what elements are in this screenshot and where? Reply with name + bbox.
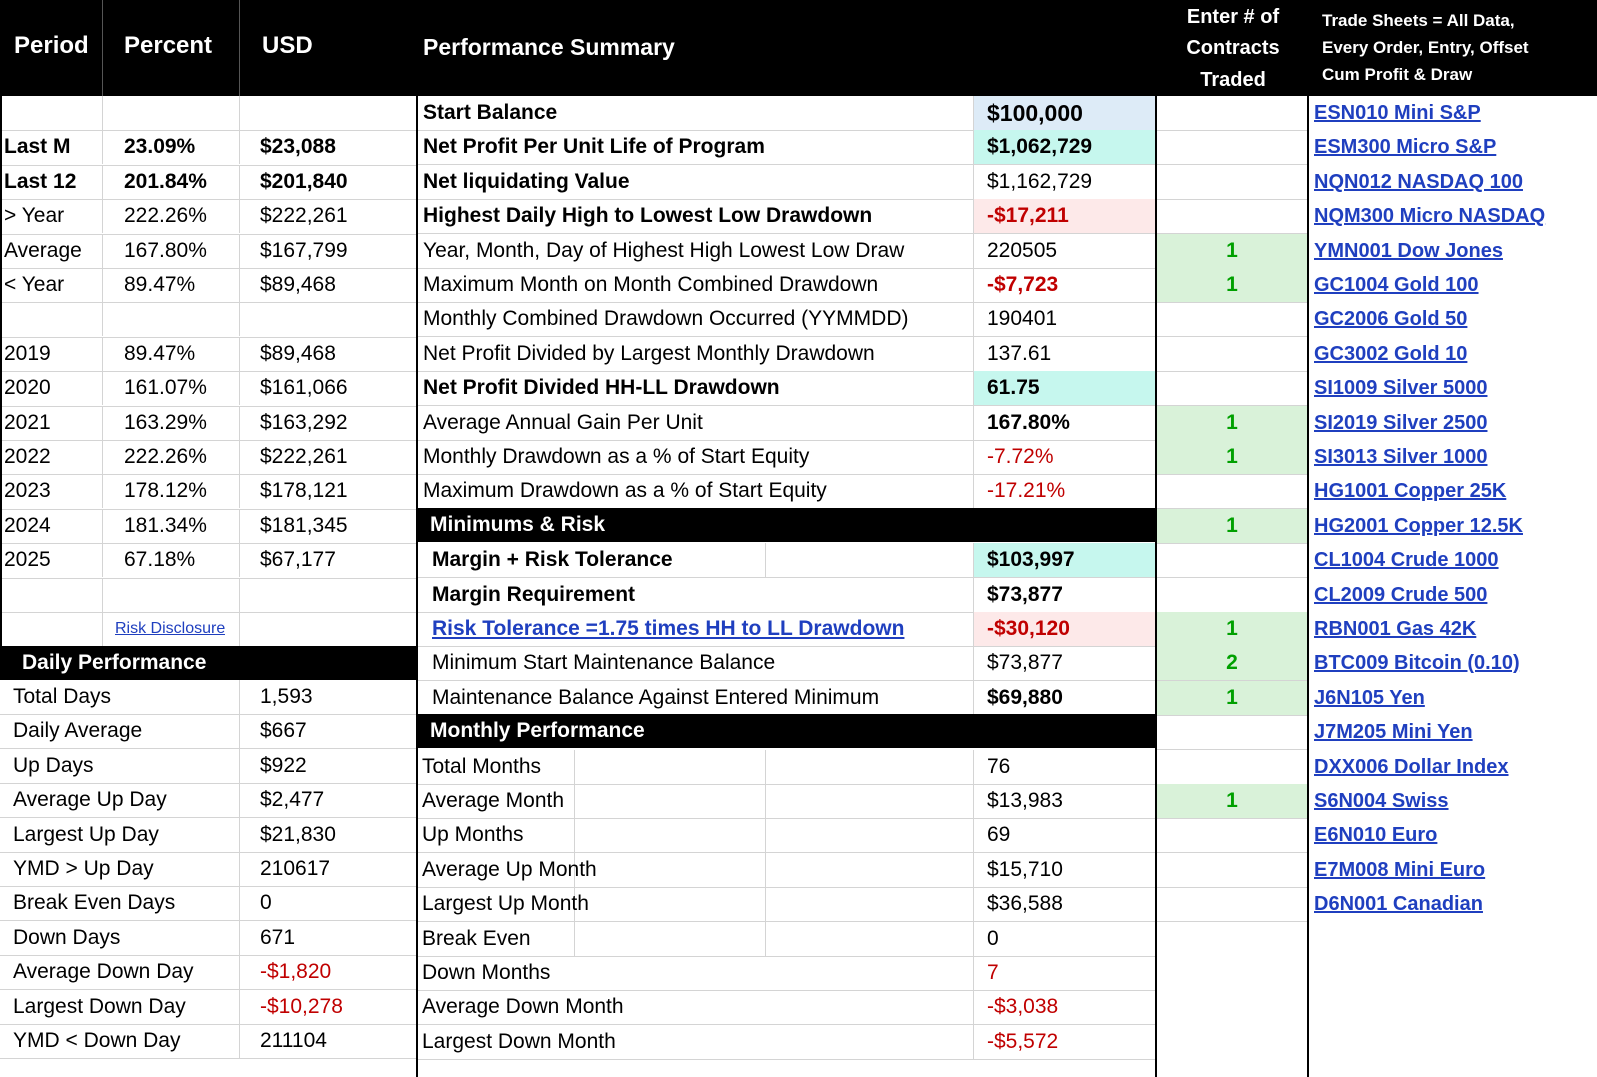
daily-label: Up Days — [13, 754, 94, 777]
period-percent: 163.29% — [124, 411, 207, 434]
row-divider — [0, 578, 416, 579]
contracts-input[interactable] — [1157, 165, 1307, 199]
cell-divider — [239, 474, 240, 508]
cell-divider — [239, 199, 240, 233]
cell-divider — [102, 337, 103, 371]
period-usd: $67,177 — [260, 548, 336, 571]
cell-divider — [973, 268, 974, 302]
period-usd: $201,840 — [260, 170, 348, 193]
daily-value: $2,477 — [260, 788, 325, 811]
cell-divider — [973, 1025, 974, 1059]
period-percent: 201.84% — [124, 170, 207, 193]
contracts-input[interactable]: 1 — [1226, 239, 1238, 262]
cell-divider — [973, 784, 974, 818]
trade-sheet-link[interactable]: NQN012 NASDAQ 100 — [1314, 171, 1523, 193]
cell-divider — [973, 853, 974, 887]
summary-label: Maintenance Balance Against Entered Minimum — [432, 686, 880, 709]
daily-value: -$1,820 — [260, 960, 332, 983]
trade-sheet-link[interactable]: ESM300 Micro S&P — [1314, 136, 1497, 158]
cell-divider — [102, 199, 103, 233]
period-label: 2025 — [4, 548, 51, 571]
cell-divider — [239, 234, 240, 268]
monthly-value: $36,588 — [987, 892, 1063, 915]
header-period: Period — [14, 32, 89, 59]
cell-divider — [239, 302, 240, 336]
cell-divider — [973, 922, 974, 956]
contracts-input[interactable] — [1157, 371, 1307, 405]
daily-value: 211104 — [260, 1029, 327, 1052]
contracts-input[interactable] — [1157, 887, 1307, 921]
cell-divider — [239, 612, 240, 646]
trade-sheet-link[interactable]: E6N010 Euro — [1314, 824, 1438, 846]
cell-divider — [973, 578, 974, 612]
daily-label: Largest Up Day — [13, 823, 159, 846]
summary-label: Net Profit Divided by Largest Monthly Drawdown — [423, 342, 875, 365]
cell-divider — [239, 268, 240, 302]
daily-label: Total Days — [13, 685, 112, 708]
trade-sheet-link[interactable]: SI3013 Silver 1000 — [1314, 446, 1488, 468]
header-usd: USD — [262, 32, 313, 59]
cell-divider — [239, 509, 240, 543]
period-label: Last 12 — [4, 170, 77, 193]
trade-sheet-link[interactable]: HG1001 Copper 25K — [1314, 480, 1507, 502]
period-label: 2024 — [4, 514, 51, 537]
period-label: Average — [4, 239, 82, 262]
summary-value: 137.61 — [987, 342, 1052, 365]
daily-value: 671 — [260, 926, 296, 949]
period-usd: $23,088 — [260, 135, 336, 158]
trade-sheet-link[interactable]: D6N001 Canadian — [1314, 893, 1483, 915]
summary-value: -17.21% — [987, 479, 1066, 502]
contracts-input[interactable] — [1157, 750, 1307, 784]
period-percent: 23.09% — [124, 135, 196, 158]
summary-label: Maximum Month on Month Combined Drawdown — [423, 273, 879, 296]
summary-value: $69,880 — [987, 686, 1063, 709]
cell-divider — [102, 440, 103, 474]
period-usd: $89,468 — [260, 342, 336, 365]
period-label: 2019 — [4, 342, 51, 365]
cell-divider — [973, 956, 974, 990]
cell-divider — [973, 302, 974, 336]
monthly-value: $13,983 — [987, 789, 1063, 812]
summary-label: Margin Requirement — [432, 583, 636, 606]
contracts-input[interactable]: 1 — [1226, 514, 1238, 537]
contracts-input[interactable] — [1157, 853, 1307, 887]
summary-value: 220505 — [987, 239, 1058, 262]
period-usd: $222,261 — [260, 445, 348, 468]
row-divider — [418, 1059, 1155, 1060]
summary-label: Year, Month, Day of Highest High Lowest Low Draw — [423, 239, 905, 262]
monthly-value: 76 — [987, 755, 1011, 778]
contracts-input[interactable] — [1157, 199, 1307, 233]
period-percent: 222.26% — [124, 204, 207, 227]
trade-sheet-link[interactable]: GC2006 Gold 50 — [1314, 308, 1468, 330]
trade-sheet-link[interactable]: CL1004 Crude 1000 — [1314, 549, 1499, 571]
header-trade-sheets-line1: Trade Sheets = All Data, — [1322, 11, 1515, 30]
cell-divider — [239, 337, 240, 371]
monthly-value: 7 — [987, 961, 999, 984]
summary-value: -$7,723 — [987, 273, 1059, 296]
summary-value: -$30,120 — [987, 617, 1070, 640]
cell-divider — [102, 612, 103, 646]
daily-label: Average Down Day — [13, 960, 194, 983]
summary-value: 61.75 — [987, 376, 1040, 399]
summary-value: $1,062,729 — [987, 135, 1093, 158]
trade-sheet-link[interactable]: ESN010 Mini S&P — [1314, 102, 1481, 124]
period-usd: $167,799 — [260, 239, 348, 262]
monthly-label: Average Down Month — [422, 995, 624, 1018]
cell-divider — [102, 234, 103, 268]
period-label: < Year — [4, 273, 65, 296]
contracts-input[interactable]: 1 — [1226, 789, 1238, 812]
header-contracts-line1: Enter # of — [1186, 6, 1280, 28]
trade-sheet-link[interactable]: YMN001 Dow Jones — [1314, 240, 1503, 262]
summary-value: $1,162,729 — [987, 170, 1093, 193]
cell-divider — [102, 165, 103, 199]
cell-divider — [973, 681, 974, 715]
cell-divider — [102, 543, 103, 577]
cell-divider — [239, 714, 240, 748]
daily-value: $922 — [260, 754, 307, 777]
cell-divider — [973, 337, 974, 371]
contracts-input[interactable]: 1 — [1226, 273, 1238, 296]
period-percent: 89.47% — [124, 342, 196, 365]
cell-divider — [973, 165, 974, 199]
cell-divider — [973, 818, 974, 852]
header-contracts-line2: Contracts — [1186, 37, 1280, 59]
cell-divider — [239, 886, 240, 920]
cell-divider — [239, 1024, 240, 1058]
period-usd: $181,345 — [260, 514, 348, 537]
daily-value: $667 — [260, 719, 307, 742]
cell-divider — [102, 302, 103, 336]
period-label: > Year — [4, 204, 65, 227]
monthly-value: 0 — [987, 927, 999, 950]
cell-divider — [102, 509, 103, 543]
header-contracts-line3: Traded — [1200, 69, 1266, 91]
trade-sheet-link[interactable]: BTC009 Bitcoin (0.10) — [1314, 652, 1520, 674]
period-label: 2022 — [4, 445, 51, 468]
header-performance-summary: Performance Summary — [423, 34, 675, 60]
daily-label: YMD > Up Day — [13, 857, 154, 880]
cell-divider — [239, 406, 240, 440]
daily-value: 210617 — [260, 857, 331, 880]
period-percent: 181.34% — [124, 514, 207, 537]
daily-label: Daily Average — [13, 719, 143, 742]
monthly-performance-title: Monthly Performance — [430, 719, 645, 742]
cell-divider — [973, 234, 974, 268]
daily-value: 1,593 — [260, 685, 313, 708]
cell-divider — [102, 371, 103, 405]
cell-divider — [239, 955, 240, 989]
monthly-label: Average Up Month — [422, 858, 597, 881]
trade-sheet-link[interactable]: GC3002 Gold 10 — [1314, 343, 1468, 365]
period-usd: $89,468 — [260, 273, 336, 296]
risk-disclosure-link[interactable]: Risk Disclosure — [115, 620, 226, 637]
cell-divider — [973, 406, 974, 440]
contracts-input[interactable] — [1157, 337, 1307, 371]
daily-label: Average Up Day — [13, 788, 167, 811]
daily-value: 0 — [260, 891, 272, 914]
daily-label: YMD < Down Day — [13, 1029, 181, 1052]
cell-divider — [973, 440, 974, 474]
column-divider — [0, 96, 2, 646]
period-label: 2021 — [4, 411, 51, 434]
period-usd: $163,292 — [260, 411, 348, 434]
row-divider — [1157, 921, 1307, 922]
period-label: 2020 — [4, 376, 51, 399]
summary-label: Highest Daily High to Lowest Low Drawdown — [423, 204, 873, 227]
contracts-input[interactable]: 1 — [1226, 686, 1238, 709]
contracts-input[interactable]: 1 — [1226, 617, 1238, 640]
summary-label: Margin + Risk Tolerance — [432, 548, 673, 571]
contracts-input[interactable]: 1 — [1226, 445, 1238, 468]
cell-divider — [973, 750, 974, 784]
header-percent: Percent — [124, 32, 213, 59]
trade-sheet-link[interactable]: HG2001 Copper 12.5K — [1314, 515, 1523, 537]
header-divider — [239, 0, 240, 96]
cell-divider — [239, 130, 240, 164]
contracts-input[interactable] — [1157, 715, 1307, 749]
cell-divider — [239, 96, 240, 130]
contracts-input[interactable]: 1 — [1226, 411, 1238, 434]
summary-value: $73,877 — [987, 651, 1063, 674]
summary-label: Net liquidating Value — [423, 170, 630, 193]
summary-value: 167.80% — [987, 411, 1070, 434]
cell-divider — [239, 680, 240, 714]
cell-divider — [239, 852, 240, 886]
summary-label: Net Profit Divided HH-LL Drawdown — [423, 376, 780, 399]
minimums-risk-title: Minimums & Risk — [430, 513, 606, 536]
period-label: 2023 — [4, 479, 51, 502]
period-percent: 178.12% — [124, 479, 207, 502]
monthly-label: Largest Up Month — [422, 892, 589, 915]
daily-value: $21,830 — [260, 823, 336, 846]
cell-divider — [973, 887, 974, 921]
summary-label: Monthly Drawdown as a % of Start Equity — [423, 445, 810, 468]
contracts-input[interactable] — [1157, 578, 1307, 612]
trade-sheet-link[interactable]: GC1004 Gold 100 — [1314, 274, 1479, 296]
cell-divider — [102, 130, 103, 164]
daily-label: Largest Down Day — [13, 995, 186, 1018]
contracts-input[interactable] — [1157, 302, 1307, 336]
monthly-value: 69 — [987, 823, 1011, 846]
monthly-label: Average Month — [422, 789, 565, 812]
summary-label: Monthly Combined Drawdown Occurred (YYMMDD) — [423, 307, 909, 330]
period-usd: $222,261 — [260, 204, 348, 227]
monthly-label: Largest Down Month — [422, 1030, 616, 1053]
header-trade-sheets-line2: Every Order, Entry, Offset — [1322, 38, 1529, 57]
trade-sheet-link[interactable]: DXX006 Dollar Index — [1314, 756, 1509, 778]
summary-value: 190401 — [987, 307, 1058, 330]
period-percent: 222.26% — [124, 445, 207, 468]
cell-divider — [239, 749, 240, 783]
trade-sheet-link[interactable]: J7M205 Mini Yen — [1314, 721, 1473, 743]
trade-sheet-link[interactable]: CL2009 Crude 500 — [1314, 584, 1488, 606]
period-usd: $178,121 — [260, 479, 348, 502]
period-percent: 161.07% — [124, 376, 207, 399]
cell-divider — [239, 440, 240, 474]
contracts-input[interactable] — [1157, 474, 1307, 508]
contracts-input[interactable] — [1157, 96, 1307, 130]
cell-divider — [102, 268, 103, 302]
period-usd: $161,066 — [260, 376, 348, 399]
cell-divider — [239, 783, 240, 817]
monthly-value: -$3,038 — [987, 995, 1059, 1018]
summary-value: -7.72% — [987, 445, 1054, 468]
summary-value: $100,000 — [987, 100, 1083, 126]
monthly-label: Down Months — [422, 961, 551, 984]
trade-sheet-link[interactable]: RBN001 Gas 42K — [1314, 618, 1477, 640]
trade-sheet-link[interactable]: NQM300 Micro NASDAQ — [1314, 205, 1546, 227]
period-label: Last M — [4, 135, 71, 158]
contracts-input[interactable] — [1157, 130, 1307, 164]
contracts-input[interactable]: 2 — [1226, 651, 1238, 674]
cell-divider — [102, 406, 103, 440]
monthly-label: Up Months — [422, 823, 524, 846]
trade-sheet-link[interactable]: J6N105 Yen — [1314, 687, 1425, 709]
summary-label: Maximum Drawdown as a % of Start Equity — [423, 479, 827, 502]
trade-sheet-link[interactable]: S6N004 Swiss — [1314, 790, 1449, 812]
contracts-input[interactable] — [1157, 818, 1307, 852]
period-percent: 67.18% — [124, 548, 196, 571]
summary-label: Average Annual Gain Per Unit — [423, 411, 703, 434]
row-divider — [0, 1058, 416, 1059]
summary-value: $73,877 — [987, 583, 1063, 606]
cell-divider — [102, 578, 103, 612]
monthly-label: Total Months — [422, 755, 542, 778]
cell-divider — [102, 474, 103, 508]
cell-divider — [239, 818, 240, 852]
cell-divider — [239, 371, 240, 405]
daily-label: Break Even Days — [13, 891, 176, 914]
cell-divider — [239, 543, 240, 577]
monthly-value: -$5,572 — [987, 1030, 1059, 1053]
column-divider — [1155, 96, 1157, 1077]
cell-divider — [102, 96, 103, 130]
minimums-risk-header — [418, 508, 1157, 542]
header-trade-sheets-line3: Cum Profit & Draw — [1322, 65, 1473, 84]
trade-sheet-link[interactable]: SI2019 Silver 2500 — [1314, 412, 1488, 434]
column-divider — [1307, 96, 1309, 1077]
column-divider — [416, 96, 418, 1077]
cell-divider — [973, 990, 974, 1024]
cell-divider — [239, 921, 240, 955]
trade-sheet-link[interactable]: E7M008 Mini Euro — [1314, 859, 1486, 881]
contracts-input[interactable] — [1157, 543, 1307, 577]
risk-tolerance-link[interactable]: Risk Tolerance =1.75 times HH to LL Drawdown — [432, 617, 905, 640]
summary-value: $103,997 — [987, 548, 1075, 571]
cell-divider — [239, 578, 240, 612]
summary-label: Start Balance — [423, 101, 558, 124]
daily-value: -$10,278 — [260, 995, 343, 1018]
cell-divider — [239, 165, 240, 199]
row-divider — [0, 302, 416, 303]
trade-sheet-link[interactable]: SI1009 Silver 5000 — [1314, 377, 1488, 399]
summary-value: -$17,211 — [987, 204, 1069, 227]
cell-divider — [239, 990, 240, 1024]
summary-label: Net Profit Per Unit Life of Program — [423, 135, 765, 158]
header-divider — [102, 0, 103, 96]
daily-label: Down Days — [13, 926, 121, 949]
cell-divider — [973, 646, 974, 680]
summary-label: Minimum Start Maintenance Balance — [432, 651, 776, 674]
period-percent: 89.47% — [124, 273, 196, 296]
cell-divider — [973, 474, 974, 508]
monthly-performance-header — [418, 714, 1157, 748]
monthly-value: $15,710 — [987, 858, 1063, 881]
monthly-label: Break Even — [422, 927, 531, 950]
period-percent: 167.80% — [124, 239, 207, 262]
daily-performance-title: Daily Performance — [22, 651, 207, 674]
daily-performance-header — [0, 646, 418, 680]
